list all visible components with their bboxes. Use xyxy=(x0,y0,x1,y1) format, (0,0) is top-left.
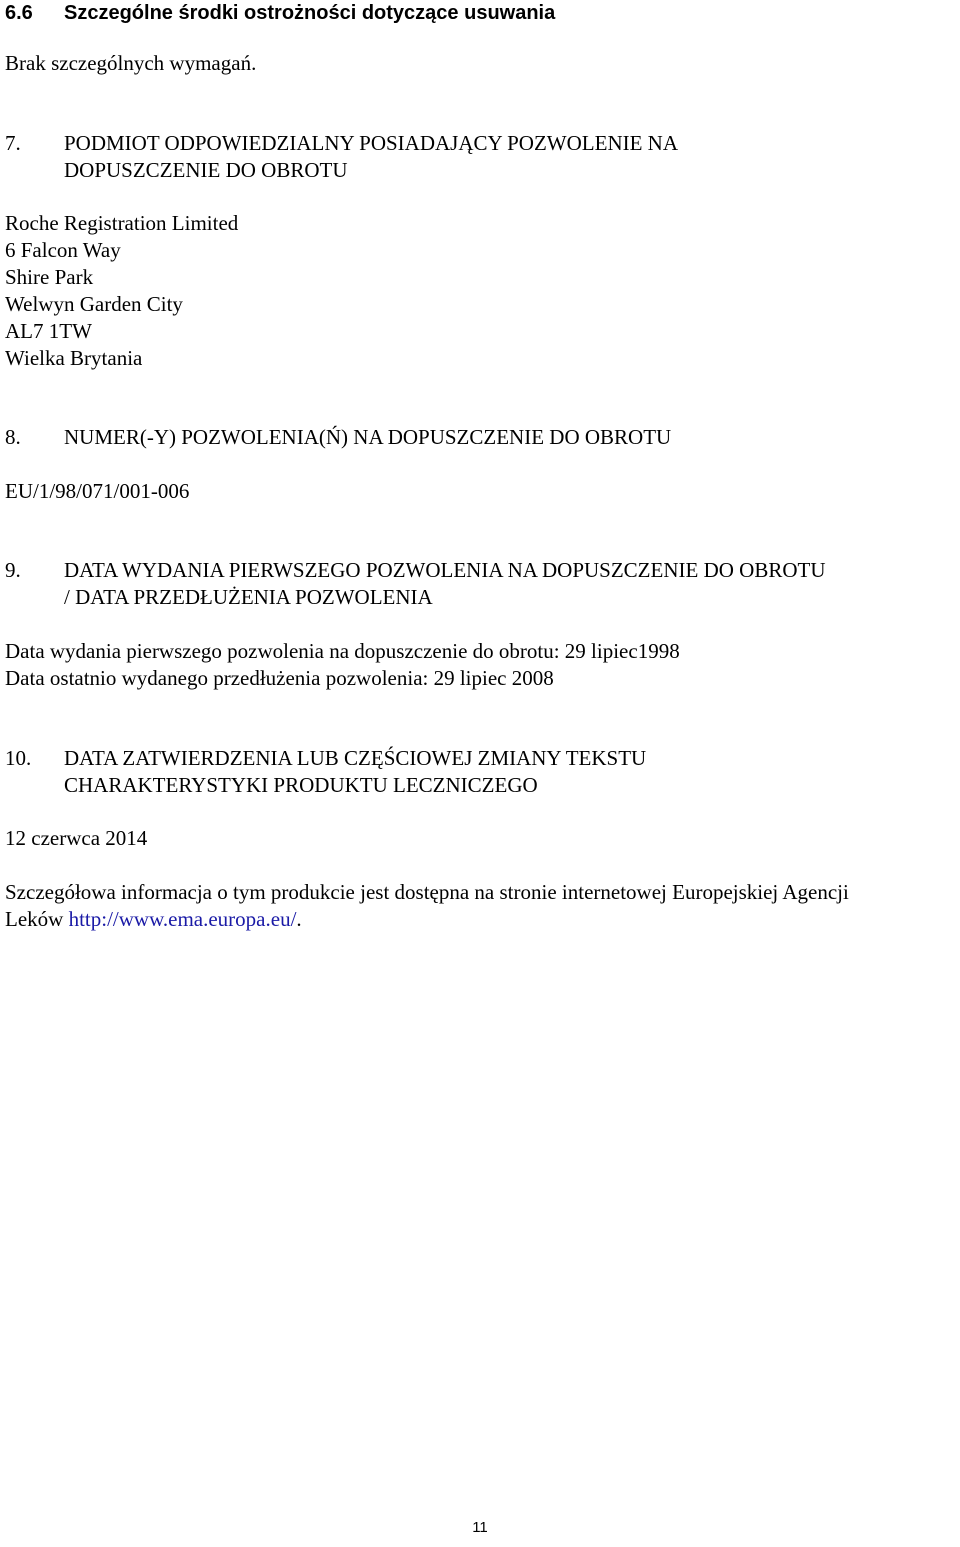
section-9-title-line1: DATA WYDANIA PIERWSZEGO POZWOLENIA NA DOPUSZCZENIE DO OBROTU xyxy=(64,558,826,582)
page-number: 11 xyxy=(472,1519,488,1536)
address-line: Welwyn Garden City xyxy=(5,292,183,316)
section-7-title-line1: PODMIOT ODPOWIEDZIALNY POSIADAJĄCY POZWOLENIE NA xyxy=(64,131,679,155)
info-line1: Szczegółowa informacja o tym produkcie jest dostępna na stronie internetowej Europejskiej Agencji xyxy=(5,880,849,904)
section-8-number: 8. xyxy=(5,425,21,449)
info-prefix: Leków xyxy=(5,907,69,931)
section-10-title-line2: CHARAKTERYSTYKI PRODUKTU LECZNICZEGO xyxy=(64,773,538,797)
section-9-heading xyxy=(5,557,826,583)
section-10-heading xyxy=(5,745,646,771)
section-6-6-heading xyxy=(5,0,555,26)
first-authorization-date: Data wydania pierwszego pozwolenia na dopuszczenie do obrotu: 29 lipiec1998 xyxy=(5,639,680,663)
section-10-title-line1: DATA ZATWIERDZENIA LUB CZĘŚCIOWEJ ZMIANY TEKSTU xyxy=(64,746,647,770)
section-6-6-number: 6.6 xyxy=(5,2,33,24)
section-8-title: NUMER(-Y) POZWOLENIA(Ń) NA DOPUSZCZENIE DO OBROTU xyxy=(64,425,672,449)
address-line: Wielka Brytania xyxy=(5,346,143,370)
address-line: Roche Registration Limited xyxy=(5,211,239,235)
authorization-number: EU/1/98/071/001-006 xyxy=(5,479,190,503)
section-7-number: 7. xyxy=(5,131,21,155)
section-6-6-title: Szczególne środki ostrożności dotyczące usuwania xyxy=(64,2,556,24)
ema-website-link[interactable]: http://www.ema.europa.eu/ xyxy=(68,907,297,931)
section-9-title-line2: / DATA PRZEDŁUŻENIA POZWOLENIA xyxy=(64,585,433,609)
address-line: 6 Falcon Way xyxy=(5,238,121,262)
section-10-number: 10. xyxy=(5,746,32,770)
revision-date: 12 czerwca 2014 xyxy=(5,826,148,850)
section-6-6-body: Brak szczególnych wymagań. xyxy=(5,51,257,75)
section-8-heading xyxy=(5,424,671,450)
section-9-number: 9. xyxy=(5,558,21,582)
section-7-title-line2: DOPUSZCZENIE DO OBROTU xyxy=(64,158,348,182)
info-line2 xyxy=(5,906,302,932)
section-7-heading xyxy=(5,130,678,156)
renewal-date: Data ostatnio wydanego przedłużenia pozwolenia: 29 lipiec 2008 xyxy=(5,666,554,690)
info-suffix: . xyxy=(296,907,302,931)
address-line: Shire Park xyxy=(5,265,94,289)
address-line: AL7 1TW xyxy=(5,319,92,343)
